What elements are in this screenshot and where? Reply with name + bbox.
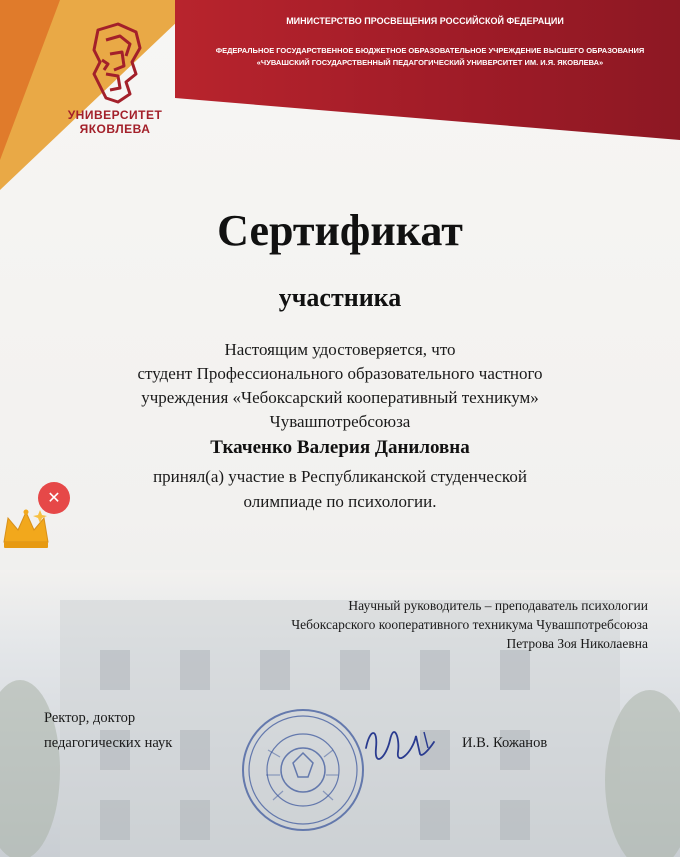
supervisor-line-3: Петрова Зоя Николаевна — [506, 636, 648, 651]
achievement-line-1: принял(а) участие в Республиканской студенческой — [153, 467, 527, 486]
crown-icon[interactable] — [0, 506, 52, 550]
certificate-line-2: студент Профессионального образовательного частного — [137, 364, 543, 383]
institution-line-1: ФЕДЕРАЛЬНОЕ ГОСУДАРСТВЕННОЕ БЮДЖЕТНОЕ ОБРАЗОВАТЕЛЬНОЕ УЧРЕЖДЕНИЕ ВЫСШЕГО ОБРАЗОВАНИЯ — [215, 46, 645, 55]
supervisor-line-2: Чебоксарского кооперативного техникума Чувашпотребсоюза — [291, 617, 648, 632]
supervisor-line-1: Научный руководитель – преподаватель психологии — [348, 598, 648, 613]
certificate-line-4: Чувашпотребсоюза — [269, 412, 411, 431]
institution-line-2: «ЧУВАШСКИЙ ГОСУДАРСТВЕННЫЙ ПЕДАГОГИЧЕСКИЙ УНИВЕРСИТЕТ ИМ. И.Я. ЯКОВЛЕВА» — [256, 58, 604, 67]
close-icon[interactable]: ✕ — [38, 482, 70, 514]
rector-title-line-2: педагогических наук — [44, 735, 173, 751]
certificate-subtitle: участника — [278, 283, 402, 312]
signature-icon — [360, 718, 440, 768]
rector-title-line-1: Ректор, доктор — [44, 710, 136, 726]
official-stamp-icon — [238, 705, 368, 835]
certificate-line-1: Настоящим удостоверяется, что — [224, 340, 456, 359]
logo-wordmark: УНИВЕРСИТЕТ ЯКОВЛЕВА — [67, 108, 163, 136]
rector-name: И.В. Кожанов — [462, 735, 548, 751]
certificate-line-3: учреждения «Чебоксарский кооперативный техникум» — [141, 388, 539, 407]
recipient-name: Ткаченко Валерия Даниловна — [210, 437, 470, 458]
certificate-title: Сертификат — [217, 206, 463, 255]
achievement-line-2: олимпиаде по психологии. — [243, 492, 437, 511]
ministry-heading: МИНИСТЕРСТВО ПРОСВЕЩЕНИЯ РОССИЙСКОЙ ФЕДЕРАЦИИ — [286, 16, 564, 26]
